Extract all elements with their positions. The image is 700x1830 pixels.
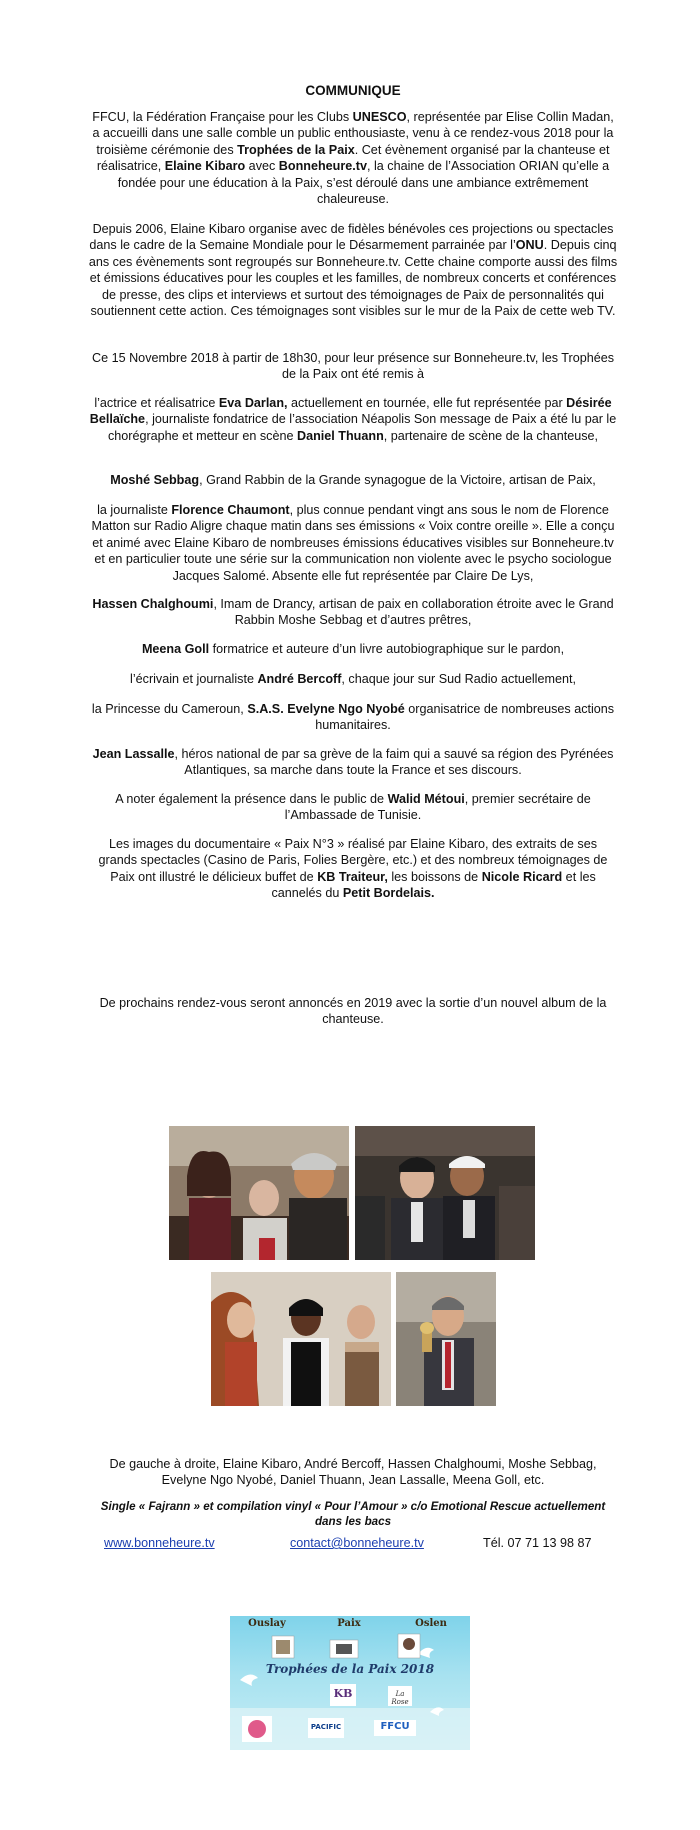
paragraph-text: avec bbox=[245, 159, 279, 174]
logo-ffcu: FFCU bbox=[380, 1721, 410, 1732]
paragraph-text: FFCU, la Fédération Française pour les Clubs bbox=[92, 110, 353, 124]
paragraph-text: , plus connue pendant vingt ans sous le nom de Florence Matton sur Radio Aligre chaque matin dans ses émissions « Voix contre oreille ». Elle a conçu et animé avec Elaine Kibaro de nombreuses émissions éducatives visibles sur Bonneheure.tv et en particulier toute une série sur la communication non violente avec le psycho sociologue Jacques Salomé. Absente elle fut représentée par Claire De Lys, bbox=[91, 503, 615, 583]
paragraph-text: organisatrice de nombreuses actions humanitaires. bbox=[315, 702, 615, 733]
poster-top-word-3: Oslen bbox=[415, 1618, 447, 1629]
paragraph-date bbox=[88, 350, 618, 383]
paragraph-meena-goll bbox=[88, 641, 618, 657]
paragraph-hassen-chalghoumi bbox=[88, 596, 618, 629]
bold-name: Meena Goll bbox=[141, 642, 210, 656]
paragraph-buffet bbox=[88, 836, 618, 902]
bold-name: Jean Lassalle bbox=[92, 747, 175, 761]
bold-name: Florence Chaumont bbox=[171, 503, 290, 517]
paragraph-evelyne-ngo-nyobe bbox=[88, 701, 618, 734]
bold-name: Walid Métoui bbox=[387, 792, 465, 806]
email-link[interactable]: contact@bonneheure.tv bbox=[290, 1536, 424, 1550]
website-link[interactable]: www.bonneheure.tv bbox=[104, 1536, 215, 1550]
paragraph-text: actuellement en tournée, elle fut représentée par bbox=[287, 396, 567, 410]
contact-email-wrapper bbox=[290, 1536, 424, 1550]
bold-name: André Bercoff bbox=[257, 672, 342, 686]
paragraph-text: , représentée par Elise Collin Madan, a accueilli dans une salle comble un public enthousiaste, venu à ce rendez-vous 2018 pour la troisième cérémonie des bbox=[92, 110, 614, 157]
paragraph-text: et les cannelés du bbox=[271, 869, 596, 901]
paragraph-text: , chaque jour sur Sud Radio actuellement, bbox=[341, 672, 576, 686]
photo-caption: De gauche à droite, Elaine Kibaro, André Bercoff, Hassen Chalghoumi, Moshe Sebbag, Evelyne Ngo Nyobé, Daniel Thuann, Jean Lassalle, Meena Goll, etc. bbox=[109, 1457, 597, 1488]
paragraph-text: A noter également la présence dans le public de bbox=[115, 792, 388, 806]
paragraph-eva-darlan bbox=[88, 395, 618, 444]
paragraph-history bbox=[88, 221, 618, 319]
photo-group-3 bbox=[211, 1272, 391, 1406]
page-title: COMMUNIQUE bbox=[305, 83, 401, 98]
paragraph-walid-metoui bbox=[88, 791, 618, 824]
bold-name: Hassen Chalghoumi bbox=[92, 597, 214, 611]
paragraph-text: Les images du documentaire « Paix N°3 » réalisé par Elaine Kibaro, des extraits de ses grands spectacles (Casino de Paris, Folies Bergère, etc.) et des nombreux témoignages de Paix ont illustré le délicieux buffet de bbox=[98, 837, 608, 884]
poster-top-word-2: Paix bbox=[337, 1618, 361, 1629]
bold-name: Eva Darlan, bbox=[218, 396, 288, 410]
bold-name: KB Traiteur, bbox=[317, 869, 388, 884]
paragraph-text: De prochains rendez-vous seront annoncés en 2019 avec la sortie d’un nouvel album de la chanteuse. bbox=[99, 996, 607, 1027]
bold-name: Elaine Kibaro bbox=[164, 159, 246, 174]
single-announcement: Single « Fajrann » et compilation vinyl « Pour l’Amour » c/o Emotional Rescue actuellement dans les bacs bbox=[100, 1500, 606, 1528]
paragraph-text: , journaliste fondatrice de l’association Néapolis Son message de Paix a été lu par le chorégraphe et metteur en scène bbox=[107, 412, 617, 443]
bold-name: Désirée Bellaïche bbox=[89, 396, 612, 427]
photo-jean-lassalle-trophy bbox=[396, 1272, 496, 1406]
bold-name: Petit Bordelais. bbox=[342, 886, 435, 901]
phone-number: Tél. 07 71 13 98 87 bbox=[483, 1536, 592, 1550]
paragraph-text: Ce 15 Novembre 2018 à partir de 18h30, pour leur présence sur Bonneheure.tv, les Trophées de la Paix ont été remis à bbox=[91, 351, 615, 382]
paragraph-andre-bercoff bbox=[88, 671, 618, 687]
paragraph-text: les boissons de bbox=[387, 869, 482, 884]
paragraph-next-events bbox=[88, 995, 618, 1028]
bold-name: Moshé Sebbag bbox=[110, 473, 200, 487]
paragraph-text: , premier secrétaire de l’Ambassade de Tunisie. bbox=[284, 792, 591, 823]
logo-pacific: PACIFIC bbox=[310, 1723, 342, 1731]
paragraph-text: l’actrice et réalisatrice bbox=[94, 396, 219, 410]
paragraph-intro bbox=[88, 109, 618, 207]
paragraph-text: formatrice et auteure d’un livre autobiographique sur le pardon, bbox=[209, 642, 565, 656]
paragraph-text: la journaliste bbox=[97, 503, 172, 517]
paragraph-moshe-sebbag bbox=[88, 472, 618, 488]
paragraph-text: . Depuis cinq ans ces évènements sont regroupés sur Bonneheure.tv. Cette chaine comporte aussi des films et émissions éducatives pour les couples et les familles, de nombreux concerts et conférences de presse, des clips et interviews et surtout des témoignages de Paix de personnalités qui soutiennent cette action. Ces témoignages sont visibles sur le mur de la Paix de cette web TV. bbox=[88, 238, 618, 319]
dove-icon-left bbox=[240, 1674, 258, 1686]
logo-kb: KB bbox=[333, 1687, 353, 1700]
paragraph-text: la Princesse du Cameroun, bbox=[91, 702, 248, 716]
paragraph-jean-lassalle bbox=[88, 746, 618, 779]
paragraph-text: , la chaine de l’Association ORIAN qu’elle a fondée pour une éducation à la Paix, s’est déroulé dans une ambiance extrêmement chaleureuse. bbox=[117, 159, 610, 207]
paragraph-florence-chaumont bbox=[88, 502, 618, 584]
bold-name: Bonneheure.tv bbox=[278, 159, 367, 174]
photo-group-2 bbox=[355, 1126, 535, 1260]
paragraph-text: , partenaire de scène de la chanteuse, bbox=[383, 428, 599, 443]
bold-name: S.A.S. Evelyne Ngo Nyobé bbox=[247, 702, 405, 716]
paragraph-text: , Grand Rabbin de la Grande synagogue de la Victoire, artisan de Paix, bbox=[199, 473, 596, 487]
bold-name: Nicole Ricard bbox=[481, 869, 563, 884]
bold-name: UNESCO bbox=[352, 110, 407, 124]
contact-website-wrapper bbox=[104, 1536, 215, 1550]
trophees-poster bbox=[230, 1616, 470, 1750]
paragraph-text: l’écrivain et journaliste bbox=[130, 672, 258, 686]
dove-icon-right bbox=[418, 1648, 434, 1658]
bold-name: ONU bbox=[515, 238, 544, 253]
poster-banner: Trophées de la Paix 2018 bbox=[265, 1662, 435, 1676]
bold-name: Trophées de la Paix bbox=[237, 142, 355, 157]
poster-top-word-1: Ouslay bbox=[248, 1618, 286, 1629]
bold-name: Daniel Thuann bbox=[297, 428, 384, 443]
paragraph-text: Depuis 2006, Elaine Kibaro organise avec de fidèles bénévoles ces projections ou spectacles dans le cadre de la Semaine Mondiale pour le Désarmement parrainée par l’ bbox=[89, 222, 614, 253]
paragraph-text: , Imam de Drancy, artisan de paix en collaboration étroite avec le Grand Rabbin Moshe Sebbag et d’autres prêtres, bbox=[213, 597, 614, 628]
photo-group-1 bbox=[169, 1126, 349, 1260]
logo-la-rose: La Rose bbox=[391, 1690, 409, 1706]
paragraph-text: . Cet évènement organisé par la chanteuse et réalisatrice, bbox=[96, 142, 610, 174]
paragraph-text: , héros national de par sa grève de la faim qui a sauvé sa région des Pyrénées Atlantiques, sa marche dans toute la France et ses discours. bbox=[174, 747, 614, 778]
